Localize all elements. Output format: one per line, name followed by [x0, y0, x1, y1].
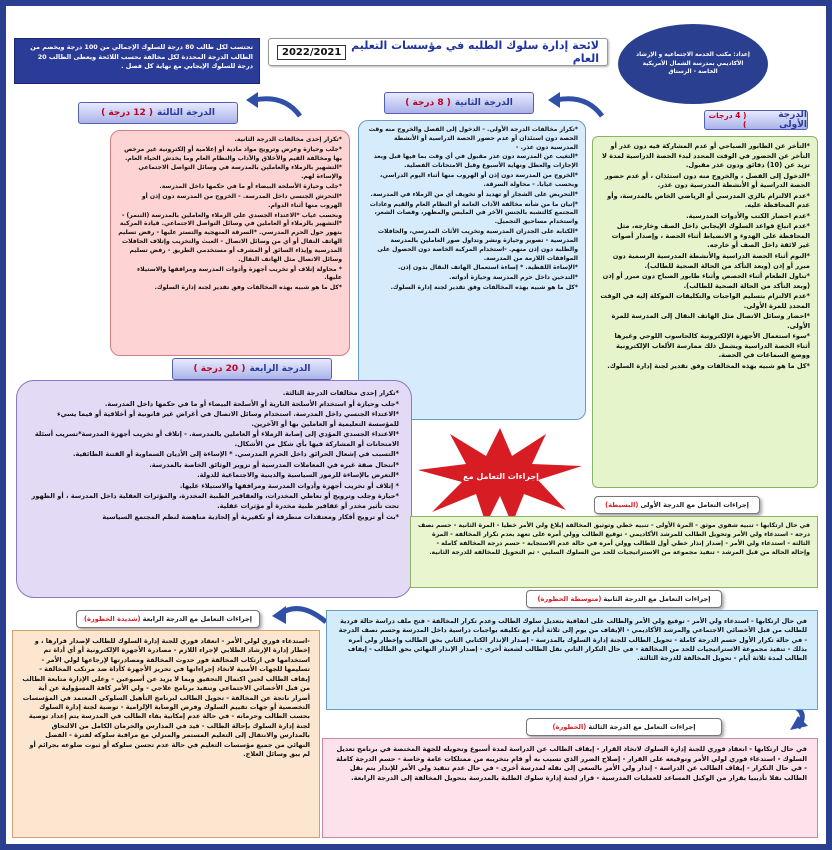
degree-fourth-item: *بث أو ترويج أفكار ومعتقدات متطرفة أو تكفيرية أو إلحادية مناهضة لنظم المجتمع السياسية — [102, 512, 399, 521]
degree-third-item: *كل ما هو شبيه بهذه المخالفات وفق تقدير لجنة إدارة السلوك. — [154, 284, 342, 292]
level-first-points: ( 4 درجات ) — [708, 111, 747, 129]
degree-third-item: *جلب وحيازة وعرض وترويج مواد مادية أو إعلامية أو إلكترونية غير مرخص بها ومخالفة القيم والأخلاق والآداب والنظام العام وما يخدش الحياء العام. — [124, 145, 342, 162]
procedure-first-severity: (البسيطة) — [605, 501, 639, 509]
degree-second-item: *الخروج من المدرسة دون إذن أو الهروب منها أثناء اليوم الدراسي، وبحسب غيابا. - محاولة السرقة. — [379, 172, 578, 188]
degree-third-item: *التحرش الجنسي داخل المدرسة. - الخروج من المدرسة دون إذن أو الهروب منها أثناء الدوام. — [141, 192, 342, 209]
degree-first-item: *احضار وسائل الاتصال مثل الهاتف النقال إلى المدرسة للمرة الأولى. — [611, 312, 810, 330]
procedure-first-box — [410, 516, 818, 588]
procedure-first-text: في حال ارتكابها - تنبيه شفوي موثق - المرة الأولى - تنبيه خطي وتوثيق المخالفة إبلاغ ولي الأمر خطيا - المرة الثانية - حسم نصف درجة - استدعاء ولي الأمر وتحويل الطالب للمرشد الأكاديمي - توقيع الطالب وولي أمره على تعهد بعدم تكرار المخالفة - المرة الثالثة - استدعاء ولي الأمر - إصدار إنذار خطي أول للطالب وولي أمره في حالة عدم الاستجابة - حسم درجة المخالفة كاملة - وإحالة الحالة من قبل المرشد - تنفيذ مجموعة من الاستراتيجيات للحد من السلوك السلبي - ثم التحويل للمخالفة للدرجة الثانية. — [418, 522, 810, 556]
degree-fourth-item: *الاعتداء الجنسي داخل المدرسة. استخدام وسائل الاتصال في أغراض غير قانونية أو أخلاقية أو فيما يسيء للمؤسسة التعليمية أو العاملين بها أو الآخرين. — [57, 410, 399, 428]
level-label-first — [704, 110, 808, 130]
school-year-badge — [277, 45, 346, 60]
procedure-third-severity: (الخطورة) — [552, 723, 587, 731]
level-fourth-label: الدرجة الرابعة — [249, 364, 311, 374]
degree-first-item: *عدم اتباع قواعد السلوك الإيجابي داخل الصف وخارجه، مثل المحافظة على الهدوء و الانضباط أثناء الحصة ، وإصدار أصوات غير لائقة داخل الصف أو خارجه. — [611, 222, 810, 250]
procedure-fourth-title — [76, 610, 260, 628]
procedure-first-title — [594, 496, 760, 514]
level-second-label: الدرجة الثانية — [454, 98, 513, 108]
degree-third-item: *جلب وحيازة الأسلحة البيضاء أو ما في حكمها داخل المدرسة. — [159, 183, 342, 191]
procedure-second-box — [326, 610, 818, 710]
grading-note — [14, 38, 260, 84]
degree-fourth-item: * إتلاف أو تخريب أجهزة وأدوات المدرسة ومرافقها والاستيلاء عليها. — [179, 481, 399, 490]
degree-fourth-item: *انتحال صفة غيره في المعاملات المدرسية أو تزوير الوثائق الخاصة بالمدرسة. — [149, 460, 399, 469]
level-label-third — [78, 102, 238, 124]
procedure-first-title-text: إجراءات التعامل مع الدرجة الأولى — [640, 501, 749, 509]
procedure-fourth-box — [12, 630, 320, 838]
procedure-second-severity: (متوسطة الخطورة) — [537, 595, 602, 603]
degree-fourth-item: *التعرض بالإساءة للرموز السياسية والدينية والاجتماعية للدولة. — [197, 471, 399, 480]
procedure-fourth-title-text: إجراءات التعامل مع الدرجة الرابعة — [142, 615, 252, 623]
center-star-text: إجراءات التعامل مع — [463, 471, 539, 481]
degree-second-item: *الكتابة على الجدران المدرسية وتخريب الأثاث المدرسي، والحافلات المدرسية - تصوير وحيازة ونشر وتداول صور العاملين بالمدرسة والطلبة دون إذن منهم. -استخدام المركبة الخاصة دون الحصول على الموافقات اللازمة من المدرسة. — [377, 228, 578, 262]
degree-first-box — [592, 136, 818, 488]
level-second-points: ( 8 درجة ) — [405, 98, 451, 108]
procedure-second-text: في حال ارتكابها - استدعاء ولي الأمر - توقيع ولي الأمر والطالب على اتفاقية بتعديل سلوك الطالب وعدم تكرار المخالفة - فتح ملف دراسة حالة فردية للطالب من قبل الأخصائي الاجتماعي والمرشد الأكاديمي - الإيقاف من يوم إلى ثلاثة أيام مع تكليفه بواجبات دراسية داخل المدرسة وحسم نصف الدرجة - في حالة تكرار الأول حسم الدرجة كاملة - تحويل الطالب للجنة إدارة السلوك بالمدرسة - إصدار الإنذار الكتابي الثاني بحق الطالب وإخطار ولي أمره بذلك - تنفيذ مجموعة الاستراتيجيات للحد من المخالفة - في حال التكرار الثاني نقل الطالب لشعبة أخرى - إصدار الإنذار النهائي بحق الطالب - إيقاف الطالب لمدة ثلاثة أيام - تحويل المخالفة للدرجة الثالثة. — [338, 617, 807, 663]
degree-fourth-item: *تكرار إحدى مخالفات الدرجة الثالثة. — [282, 389, 399, 397]
degree-first-item: *سوء استعمال الأجهزة الإلكترونية كالحاسوب اللوحي وغيرها أثناء الحصة الدراسية ويشمل ذلك ممارسة الألعاب الإلكترونية ووضع السماعات في الحصة. — [614, 332, 810, 360]
curved-arrow-icon — [546, 90, 606, 120]
level-third-points: ( 12 درجة ) — [101, 108, 153, 118]
level-first-label: الدرجة الأولى — [778, 110, 807, 130]
degree-third-item: وبحسب غياب *الاعتداء الجسدي على الزملاء والعاملين بالمدرسة (التنمر) - *التشهير بالزملاء أو العاملين في وسائل التواصل الاجتماعي. قيادة المركبة بتهور حول الحرم المدرسي. *السرقة المنهجية والتستر عليها - رفض تسليم الهاتف النقال أو أي من وسائل الاتصال - العبث والتخريب وإتلاف الحافلات المدرسية وإيذاء السائق أو المشرف أو مستخدمي الطريق - رفض تسليم وسائل الاتصال مثل الهاتف النقال. — [118, 211, 342, 263]
degree-first-item: *عدم الالتزام بتسليم الواجبات والتكليفات الموكلة إليه في الوقت المحدد للمرة الأولى. — [600, 292, 810, 310]
procedure-third-text: في حال ارتكابها - انعقاد فوري للجنة إدارة السلوك لاتخاذ القرار - إيقاف الطالب عن الدراسة لمدة أسبوع وتحويله للجهة المختصة في برنامج تعديل السلوك - استدعاء فوري لولي الأمر وتوقيعه على القرار - إصلاح الضرر الذي تسبب به أو قام بتخريبه من ممتلكات عامة وخاصة - حسم الدرجة كاملة - في حال التكرار - إيقاف الطالب عن الدراسة - إنذار ولي الأمر بالسعي إلى نقله لمدرسة أخرى - في حال عدم تنفيذ ولي الأمر للإنذار يتم نقل الطالب نقلا تأديبيا بقرار من الوكيل المساعد للعمليات المدرسية - قرار لجنة إدارة سلوك الطلبة بالمدرسة بتحويل المخالفة إلى الدرجة الرابعة. — [336, 745, 807, 782]
behavior-policy-poster — [6, 6, 826, 844]
degree-fourth-item: *حيازة وجلب وترويج أو تعاطي المخدرات، والعقاقير الطبية المخدرة، والمؤثرات العقلية داخل المدرسة ، أو الظهور تحت تأثير مخدر أو عقاقير طبية مخدرة أو مؤثرات عقلية. — [31, 492, 399, 511]
degree-first-item: *التأخر عن الطابور الصباحي أو عدم المشاركة فيه دون عذر أو التأخر عن الحضور في الوقت المحدد لبدء الحصة الدراسية لمدة لا تزيد عن (10) دقائق ودون عذر مقبول. — [602, 142, 810, 170]
degree-third-item: *التشهير بالزملاء والعاملين بالمدرسة في وسائل التواصل الاجتماعي والإساءة لهم. — [138, 164, 342, 181]
procedure-third-title-text: إجراءات التعامل مع الدرجة الثالثة — [588, 723, 696, 731]
degree-first-item: *النوم أثناء الحصة الدراسية والأنشطة المدرسية الرسمية دون مبرر أو إذن (وبعد التأكد من الحالة الصحية للطالب). — [612, 252, 810, 270]
level-fourth-points: ( 20 درجة ) — [193, 364, 246, 374]
prepared-by-text: إعداد: مكتب الخدمة الاجتماعية و الإرشاد الأكاديمي بمدرسة الشمال الأمريكية الخاصة - الرستاق — [636, 51, 750, 76]
page-title: لائحة إدارة سلوك الطلبه في مؤسسات التعليم العام — [351, 39, 599, 65]
curved-arrow-icon — [244, 90, 304, 120]
degree-second-item: *إتيان ما من شأنه مخالفة الآداب العامة أو النظام العام والقيم وعادات المجتمع كالتشبه بالجنس الآخر في الملبس والمظهر، وقصات الشعر، واستخدام مساحيق التجميل. — [369, 200, 578, 226]
title-bar — [268, 38, 608, 66]
procedure-fourth-text: -استدعاء فوري لولي الأمر - انعقاد فوري للجنة إدارة السلوك للطالب لإصدار قرارها ، و إخطار إدارة الإرشاد الطلابي لإجراء اللازم - مصادرة الأجهزة الإلكترونية أو أي أداة تم استخدامها في ارتكاب المخالفة فور حدوث المخالفة ومصادرتها لإرجاعها لولي الأمر - تسليمها للجهات الأمنية لاتخاذ إجراءاتها في تحريز الأجهزة كأداة ضد مرتكب المخالفة - إيقاف الطالب لحين اكتمال التحقيق وبما لا يزيد عن أسبوعين - وعلى الإدارة متابعة الطالب من قبل الأخصائي الاجتماعي وتنفيذ برنامج علاجي - ولي الأمر كافة المسؤولية عن أية أضرار ناتجة عن المخالفة - تحويل الطالب لبرنامج التأهيل السلوكي المعتمد في المؤسسات التخصصية أو جهات تقييم السلوك وفرض الوصاية الإلزامية - توصية لجنة إدارة السلوك بحسب الطالب وحرمانه - في حالة عدم إمكانية بقاء الطالب في المدرسة يتم إعداد توصية لجنة إدارة السلوك بإحالة الطالب - قيد في المدارس والحرمان الكامل من الالتحاق بالمدارس والانتقال إلى التعليم المستمر والمنزلي مع مراقبة سلوكه لفترة - الفصل النهائي من جميع مؤسسات التعليم في حالة عدم تحسن سلوكه أو ثبوت ضلوعه بجرائم أو لم يبق وسائل العلاج. — [22, 637, 310, 759]
center-star-label — [456, 466, 546, 486]
procedure-second-title — [526, 590, 722, 608]
degree-second-item: *تكرار مخالفات الدرجة الأولى. - الدخول إلى الفصل والخروج منه وقت الحصة دون استئذان أو عدم حضور الحصة الدراسية أو الأنشطة المدرسية دون عذر. - — [368, 126, 578, 151]
degree-third-item: * محاولة إتلاف أو تخريب أجهزة وأدوات المدرسة ومرافقها والاستيلاء عليها. — [137, 265, 342, 282]
procedure-second-title-text: إجراءات التعامل مع الدرجة الثانية — [603, 595, 711, 603]
degree-second-item: *التدخين داخل حرم المدرسة وحيازة أدواته. — [449, 274, 578, 282]
degree-third-box — [110, 130, 350, 356]
degree-fourth-item: *الاعتداء الجسدي المؤدي إلى إصابة الزملاء أو العاملين بالمدرسة. - إتلاف أو تخريب أجهزة المدرسة*تسريب أسئلة الامتحانات أو المشاركة فيها بأي شكل من الأشكال. — [34, 430, 399, 448]
degree-second-item: *الإساءة اللفظية. * إساءة استعمال الهاتف النقال بدون إذن. — [398, 264, 578, 272]
degree-first-item: *تناول الطعام أثناء الحصص وأثناء طابور الصباح دون مبرر أو إذن (وبعد التأكد من الحالة الصحية للطالب). — [602, 272, 810, 290]
procedure-fourth-severity: (شديدة الخطورة) — [84, 615, 141, 623]
curved-arrow-icon — [270, 600, 330, 630]
procedure-third-box — [322, 738, 818, 838]
degree-second-box — [358, 120, 586, 420]
prepared-by-ellipse — [618, 24, 768, 104]
degree-fourth-item: *التسبب في إشعال الحرائق داخل الحرم المدرسي. * الإساءة إلى الأديان السماوية أو الفتنة الطائفية. — [72, 450, 399, 459]
grading-note-text: تحتسب لكل طالب 80 درجة للسلوك الإجمالي من 100 درجة ويخصم من الطالب الدرجة المحددة لكل مخالفة بحسب اللائحة ويعطى الطالب 20 درجة للسلوك الإيجابي مع نهاية كل فصل . — [30, 43, 253, 71]
degree-first-item: *كل ما هو شبيه بهذه المخالفات وفق تقدير لجنة إدارة السلوك. — [607, 362, 810, 371]
degree-first-item: *الدخول إلى الفصل ، والخروج منه دون استئذان ، أو عدم حضور الحصة الدراسية أو الأنشطة المدرسية دون عذر. — [604, 171, 810, 190]
degree-first-item: *عدم احضار الكتب والأدوات المدرسية. — [686, 211, 810, 220]
level-third-label: الدرجة الثالثة — [156, 108, 215, 118]
degree-second-item: *التغيب عن المدرسة دون عذر مقبول في أي وقت بما فيها قبل وبعد الإجازات والعطل ونهاية الأسبوع وقبل الامتحانات الفصلية. — [373, 153, 578, 170]
degree-fourth-item: *جلب وحيازة أو استخدام الأسلحة النارية أو الأسلحة البيضاء أو ما في حكمها داخل المدرسة. — [104, 399, 399, 408]
school-year: 2022/2021 — [282, 46, 342, 58]
degree-second-item: *كل ما هو شبيه بهذه المخالفات وفق تقدير لجنة إدارة السلوك. — [390, 284, 578, 292]
level-label-second — [384, 92, 534, 114]
procedure-third-title — [526, 718, 722, 736]
degree-fourth-box — [16, 380, 412, 598]
degree-second-item: *التحريض على الشجار أو تهديد أو تخويف أي من الزملاء في المدرسة. — [370, 190, 578, 198]
degree-first-item: *عدم الالتزام بالزي المدرسي أو الرياضي الخاص بالمدرسة، وأو عدم المحافظة عليه. — [607, 191, 810, 210]
level-label-fourth — [172, 358, 332, 380]
degree-third-item: *تكرار إحدى مخالفات الدرجة الثانية. — [234, 136, 342, 143]
